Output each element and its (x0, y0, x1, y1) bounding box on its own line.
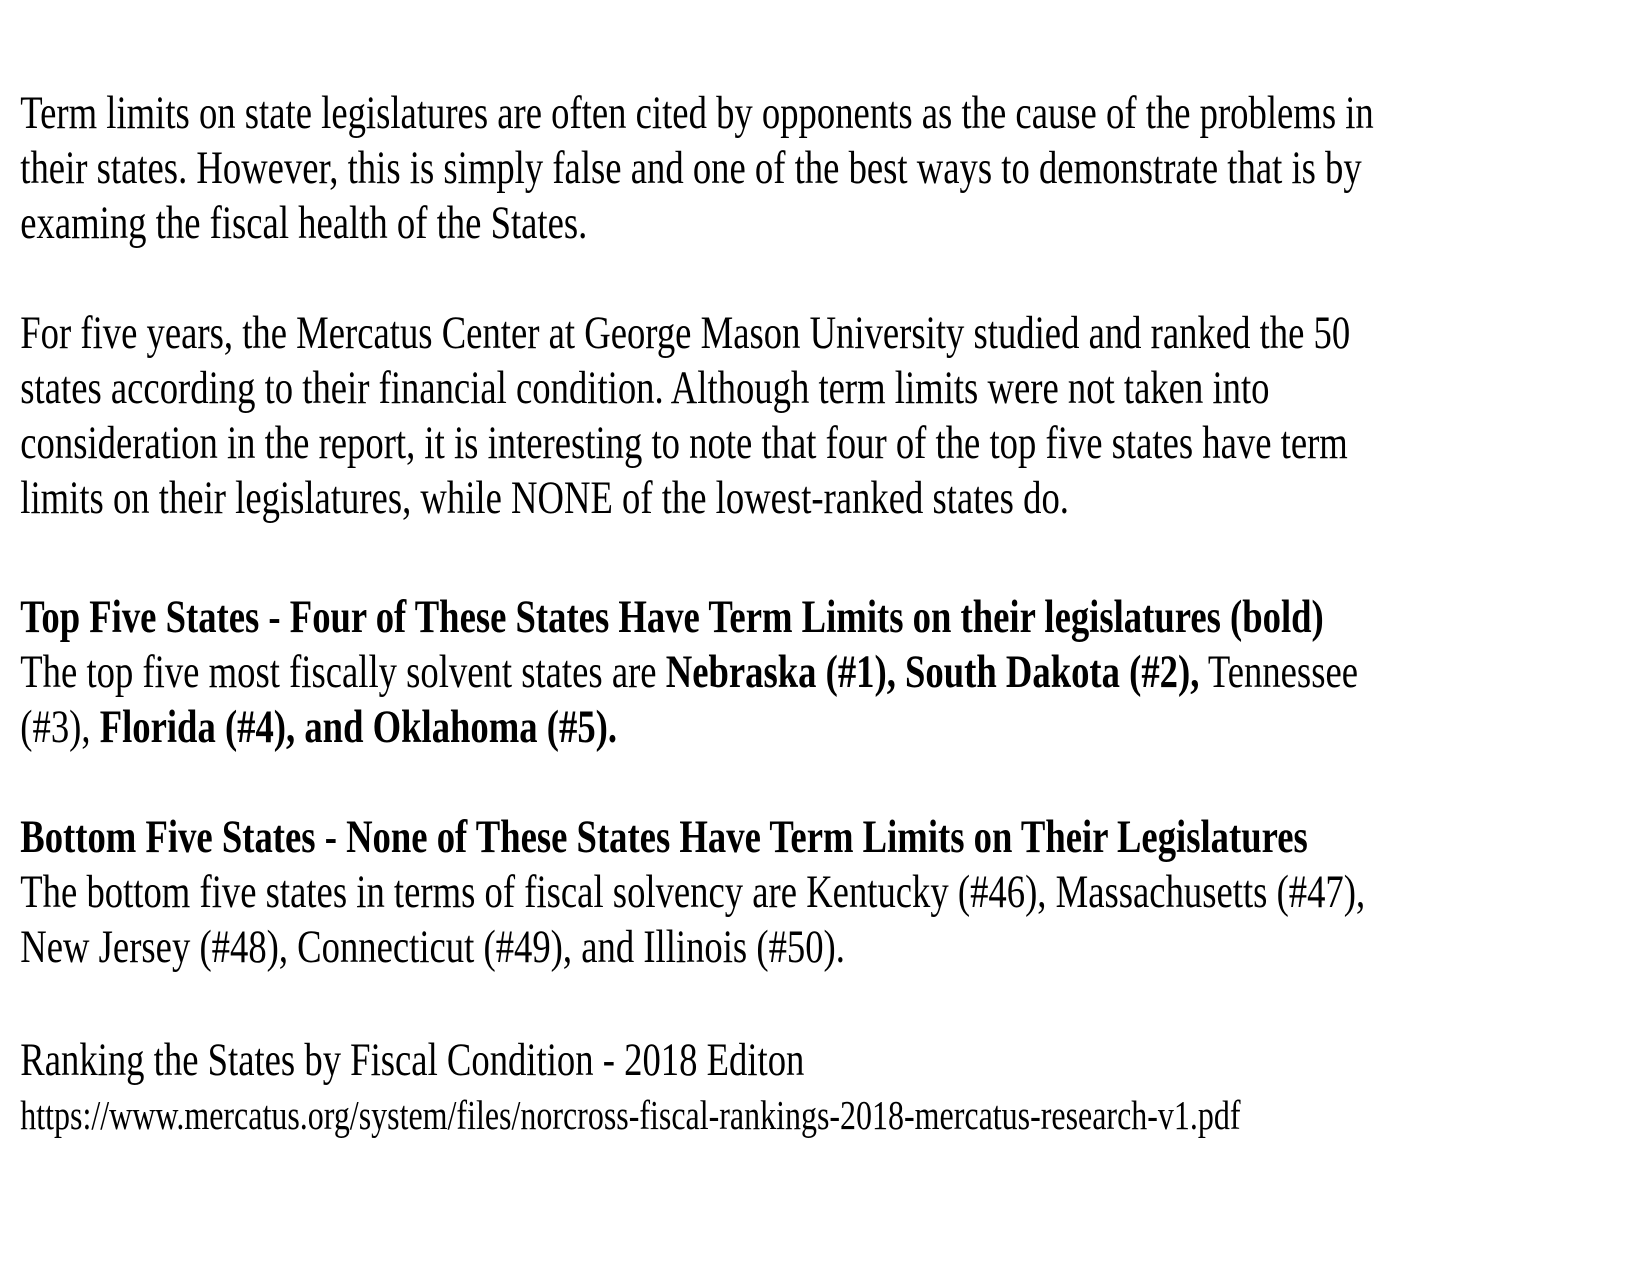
bottom-five-body-line-2: New Jersey (#48), Connecticut (#49), and Illinois (#50). (20, 921, 845, 973)
top-five-seg-3 (896, 646, 905, 698)
top-five-body-line-1 (20, 645, 1650, 700)
source-section (20, 1033, 1650, 1143)
mercatus-line-1: For five years, the Mercatus Center at George Mason University studied and ranked the 50 (20, 307, 1351, 359)
mercatus-line-4: limits on their legislatures, while NONE of the lowest-ranked states do. (20, 472, 1069, 524)
source-url: https://www.mercatus.org/system/files/norcross-fiscal-rankings-2018-mercatus-research-v1.pdf (20, 1092, 1241, 1138)
intro-paragraph (20, 86, 1650, 251)
top-five-section (20, 590, 1650, 755)
intro-line-1: Term limits on state legislatures are often cited by opponents as the cause of the problems in (20, 87, 1374, 139)
top-five-seg-4: South Dakota (#2), (905, 646, 1200, 698)
intro-line-2: their states. However, this is simply false and one of the best ways to demonstrate that is by (20, 142, 1362, 194)
bottom-five-section (20, 810, 1650, 975)
top-five-seg-1: The top five most fiscally solvent states are (20, 646, 666, 698)
intro-line-3: examing the fiscal health of the States. (20, 197, 588, 249)
top-five-seg-6: (#3), (20, 701, 100, 753)
top-five-body-line-2 (20, 700, 1650, 755)
top-five-seg-5: Tennessee (1199, 646, 1359, 698)
top-five-heading: Top Five States - Four of These States Have Term Limits on their legislatures (bold) (20, 591, 1324, 643)
bottom-five-heading: Bottom Five States - None of These States Have Term Limits on Their Legislatures (20, 811, 1308, 863)
mercatus-paragraph (20, 306, 1650, 526)
top-five-seg-7: Florida (#4), and Oklahoma (#5). (99, 701, 618, 753)
bottom-five-body-line-1: The bottom five states in terms of fiscal solvency are Kentucky (#46), Massachusetts (#47), (20, 866, 1366, 918)
top-five-seg-2: Nebraska (#1), (665, 646, 896, 698)
mercatus-line-2: states according to their financial condition. Although term limits were not taken into (20, 362, 1270, 414)
source-title: Ranking the States by Fiscal Condition - 2018 Editon (20, 1034, 805, 1086)
mercatus-line-3: consideration in the report, it is interesting to note that four of the top five states have term (20, 417, 1348, 469)
